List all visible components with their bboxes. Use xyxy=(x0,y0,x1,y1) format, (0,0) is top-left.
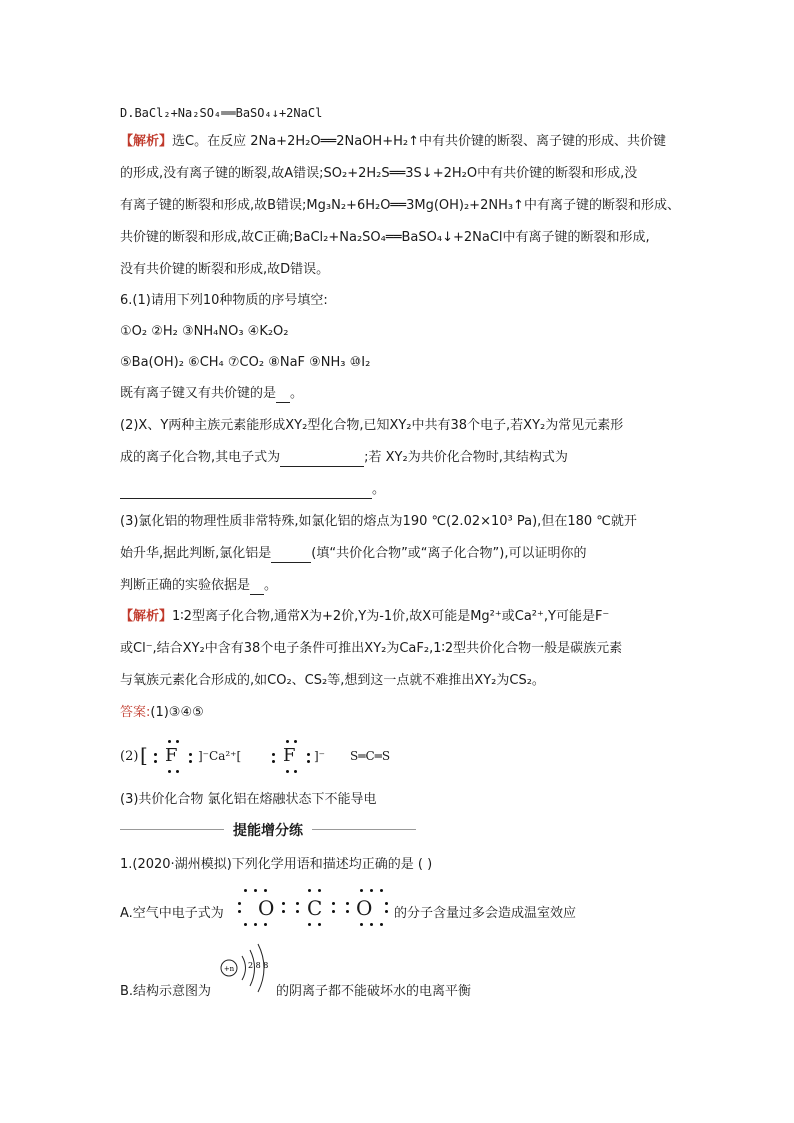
question-6-part-2a: (2)X、Y两种主族元素能形成XY₂型化合物,已知XY₂中共有38个电子,若XY₂为常见元素形 xyxy=(120,418,624,433)
answer-blank xyxy=(250,582,264,595)
question-6-part-2b: 成的离子化合物,其电子式为 ;若 XY₂为共价化合物时,其结构式为 xyxy=(120,450,568,465)
analysis-line-5: 没有共价键的断裂和形成,故D错误。 xyxy=(120,262,330,277)
svg-text:+n: +n xyxy=(223,965,235,973)
atomic-structure-diagram xyxy=(218,942,276,998)
answer-blank xyxy=(271,550,311,563)
analysis-line-2: 的形成,没有离子键的断裂,故A错误;SO₂+2H₂S══3S↓+2H₂O中有共价键的断裂和形成,没 xyxy=(120,166,638,181)
question-6-part-2c: 。 xyxy=(120,481,385,499)
analysis-2-line-2: 或Cl⁻,结合XY₂中含有38个电子条件可推出XY₂为CaF₂,1∶2型共价化合物一般是碳族元素 xyxy=(120,641,623,656)
structural-formula-cs2: S═C═S xyxy=(350,749,391,763)
answer-blank xyxy=(280,454,364,467)
answer-label: 答案: xyxy=(120,705,151,720)
bracket-open: [ xyxy=(140,743,148,767)
answer-line-3: (3)共价化合物 氯化铝在熔融状态下不能导电 xyxy=(120,792,377,807)
divider xyxy=(312,829,416,830)
analysis-line-1 xyxy=(120,133,666,151)
question-6-title: 6.(1)请用下列10种物质的序号填空: xyxy=(120,293,328,308)
analysis-line-3: 有离子键的断裂和形成,故B错误;Mg₃N₂+6H₂O══3Mg(OH)₂+2NH₃↑中有离子键的断裂和形成、 xyxy=(120,198,680,213)
analysis-2-line-1: 【解析】1∶2型离子化合物,通常X为+2价,Y为-1价,故X可能是Mg²⁺或Ca²⁺,Y可能是F⁻ xyxy=(120,609,610,624)
question-6-part-3b: 始升华,据此判断,氯化铝是 (填“共价化合物”或“离子化合物”),可以证明你的 xyxy=(120,546,587,561)
question-6-ask-1: 既有离子键又有共价键的是 。 xyxy=(120,386,304,401)
option-d: D.BaCl₂+Na₂SO₄══BaSO₄↓+2NaCl xyxy=(120,106,323,120)
section-title: 提能增分练 xyxy=(233,823,303,839)
answer-line-1: 答案:(1)③④⑤ xyxy=(120,705,204,720)
analysis-2-line-3: 与氧族元素化合形成的,如CO₂、CS₂等,想到这一点就不难推出XY₂为CS₂。 xyxy=(120,673,545,688)
option-a-line: A.空气中电子式为 O C O 的分子含量过多会造成温室效应 xyxy=(120,884,640,928)
answer-blank xyxy=(276,390,290,403)
question-6-part-3a: (3)氯化铝的物理性质非常特殊,如氯化铝的熔点为190 ℃(2.02×10³ Pa),但在180 ℃就开 xyxy=(120,514,637,529)
option-b-line: B.结构示意图为 +n 2 8 8 的阴离子都不能破坏水的电离平衡 xyxy=(120,942,640,1002)
electron-formula-caf2: (2) [ F ]⁻Ca²⁺[ F ]⁻ S═C═S xyxy=(120,737,420,777)
practice-question-1: 1.(2020·湖州模拟)下列化学用语和描述均正确的是 ( ) xyxy=(120,857,433,872)
question-6-items-2: ⑤Ba(OH)₂ ⑥CH₄ ⑦CO₂ ⑧NaF ⑨NH₃ ⑩I₂ xyxy=(120,355,371,370)
question-6-part-3c: 判断正确的实验依据是 。 xyxy=(120,578,278,593)
answer-blank xyxy=(120,486,372,499)
question-6-items-1: ①O₂ ②H₂ ③NH₄NO₃ ④K₂O₂ xyxy=(120,324,289,339)
analysis-text-1: 选C。在反应 2Na+2H₂O══2NaOH+H₂↑中有共价键的断裂、离子键的形成、共价键 xyxy=(172,134,666,149)
divider xyxy=(120,829,224,830)
shell-electrons: 2 8 8 xyxy=(248,961,269,970)
analysis-tag: 【解析】 xyxy=(120,134,173,149)
analysis-tag: 【解析】 xyxy=(120,609,173,624)
section-header xyxy=(120,820,416,840)
analysis-line-4: 共价键的断裂和形成,故C正确;BaCl₂+Na₂SO₄══BaSO₄↓+2NaCl中有离子键的断裂和形成, xyxy=(120,230,650,245)
